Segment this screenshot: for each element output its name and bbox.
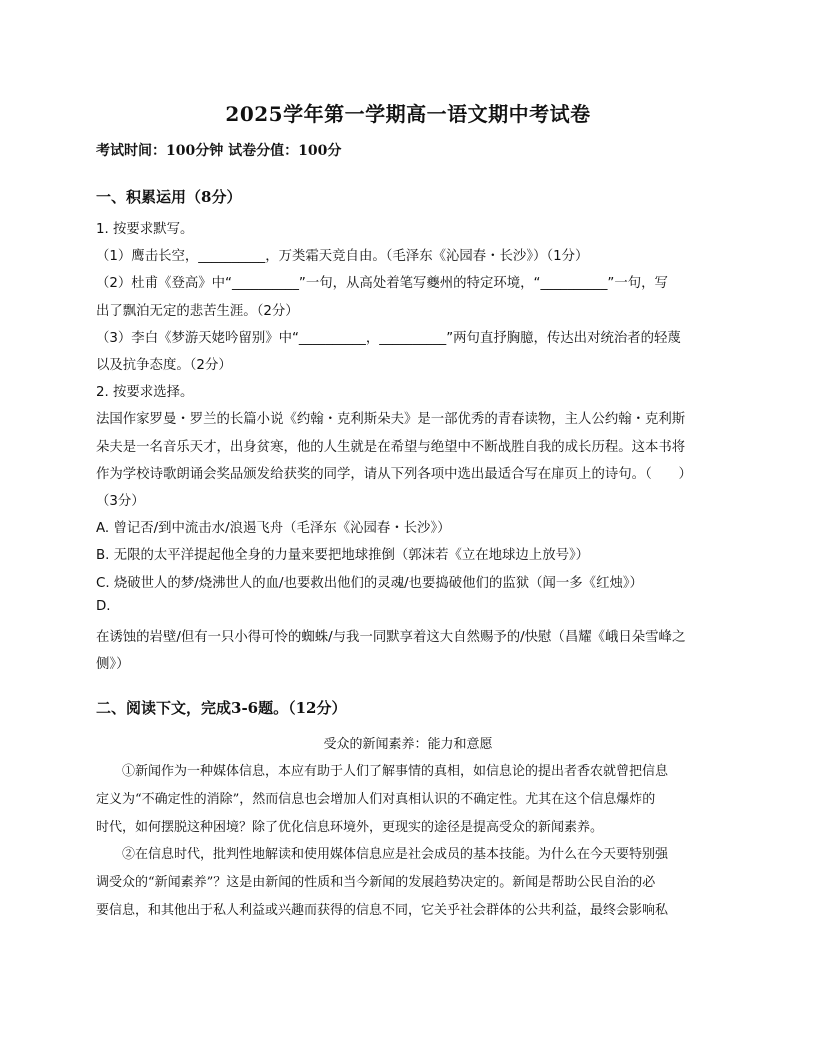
exam-meta: 考试时间：100分钟 试卷分值：100分 [96,143,342,159]
section1-line: 侧》） [96,657,130,673]
section1-line: 在诱蚀的岩壁/但有一只小得可怜的蜘蛛/与我一同默享着这大自然赐予的/快慰（昌耀《峨日朵雪峰之 [96,630,686,645]
section1-line: 法国作家罗曼・罗兰的长篇小说《约翰・克利斯朵夫》是一部优秀的青春读物，主人公约翰・克利斯 [96,412,686,428]
section1-line: 以及抗争态度。（2分） [96,358,232,373]
page-title: 2025学年第一学期高一语文期中考试卷 [225,102,591,126]
section1-line: 出了飘泊无定的悲苦生涯。（2分） [96,303,299,319]
section1-line: 1. 按要求默写。 [96,222,194,237]
section1-line: （3分） [96,494,145,509]
article-title: 受众的新闻素养：能力和意愿 [323,737,493,752]
section1-line: B. 无限的太平洋提起他全身的力量来要把地球推倒（郭沫若《立在地球边上放号》） [96,548,590,564]
section1-line: （3）李白《梦游天姥吟留别》中“__________，__________”两句直抒胸臆，传达出对统治者的轻蔑 [96,330,681,346]
section1-line: D. [96,598,111,614]
section2-line: 定义为“不确定性的消除”，然而信息也会增加人们对真相认识的不确定性。尤其在这个信息爆炸的 [96,791,656,807]
section1-line: A. 曾记否/到中流击水/浪遏飞舟（毛泽东《沁园春・长沙》） [96,521,451,537]
section2-line: 调受众的“新闻素养”？这是由新闻的性质和当今新闻的发展趋势决定的。新闻是帮助公民自治的必 [96,875,656,891]
section1-line: 2. 按要求选择。 [96,385,194,401]
section1-heading: 一、积累运用（8分） [96,188,242,206]
section2-line: 时代，如何摆脱这种困境？除了优化信息环境外，更现实的途径是提高受众的新闻素养。 [96,819,604,835]
section1-line: 作为学校诗歌朗诵会奖品颁发给获奖的同学，请从下列各项中选出最适合写在扉页上的诗句。（ ） [96,466,692,482]
section1-line: C. 烧破世人的梦/烧沸世人的血/也要救出他们的灵魂/也要捣破他们的监狱（闻一多《红烛》） [96,575,643,591]
section2-line: 要信息，和其他出于私人利益或兴趣而获得的信息不同，它关乎社会群体的公共利益，最终会影响私 [96,903,669,918]
section1-line: （1）鹰击长空，__________，万类霜天竞自由。（毛泽东《沁园春・长沙》）（1分） [96,249,589,265]
section2-line: ②在信息时代，批判性地解读和使用媒体信息应是社会成员的基本技能。为什么在今天要特别强 [96,847,669,863]
section2-line: ①新闻作为一种媒体信息，本应有助于人们了解事情的真相，如信息论的提出者香农就曾把信息 [96,764,669,779]
section1-line: 朵夫是一名音乐天才，出身贫寒，他的人生就是在希望与绝望中不断战胜自我的成长历程。这本书将 [96,439,686,455]
section1-line: （2）杜甫《登高》中“__________”一句，从高处着笔写夔州的特定环境，“__________”一句，写 [96,276,668,292]
section2-heading: 二、阅读下文，完成3-6题。（12分） [96,699,347,717]
